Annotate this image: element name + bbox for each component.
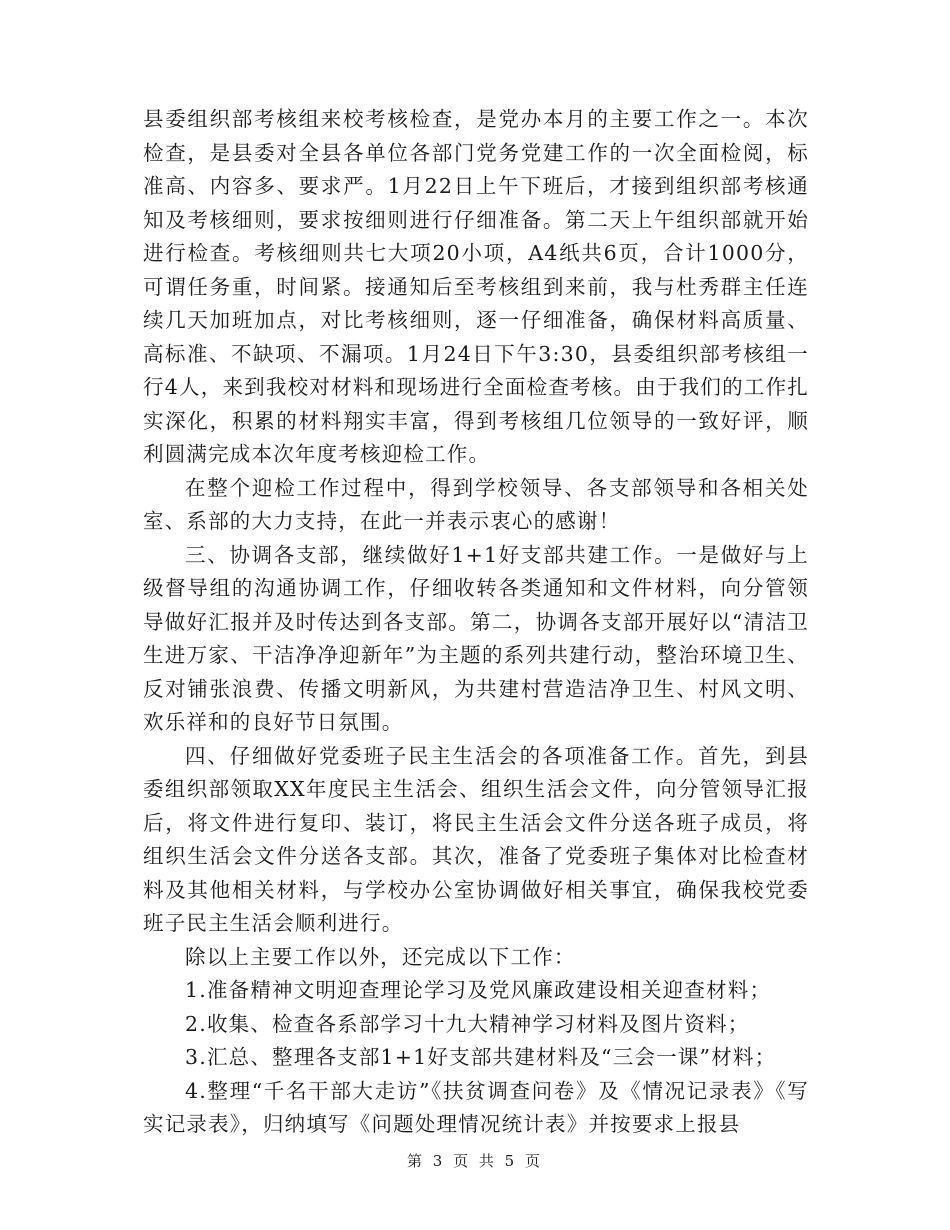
page-number-footer: 第 3 页 共 5 页: [407, 1152, 543, 1170]
list-item-2: 2.收集、检查各系部学习十九大精神学习材料及图片资料；: [185, 1011, 750, 1036]
paragraph-inspection-work: 县委组织部考核组来校考核检查，是党办本月的主要工作之一。本次检查，是县委对全县各单位各部门党务党建工作的一次全面检阅，标准高、内容多、要求严。1月22日上午下班后，才接到组织部考核通知及考核细则，要求按细则进行仔细准备。第二天上午组织部就开始进行检查。考核细则共七大项20小项，A4纸共6页，合计1000分，可谓任务重，时间紧。接通知后至考核组到来前，我与杜秀群主任连续几天加班加点，对比考核细则，逐一仔细准备，确保材料高质量、高标准、不缺项、不漏项。1月24日下午3:30，县委组织部考核组一行4人，来到我校对材料和现场进行全面检查考核。由于我们的工作扎实深化，积累的材料翔实丰富，得到考核组几位领导的一致好评，顺利圆满完成本次年度考核迎检工作。: [143, 107, 809, 466]
paragraph-section-four: 四、仔细做好党委班子民主生活会的各项准备工作。首先，到县委组织部领取XX年度民主生活会、组织生活会文件，向分管领导汇报后，将文件进行复印、装订，将民主生活会文件分送各班子成员，将组织生活会文件分送各支部。其次，准备了党委班子集体对比检查材料及其他相关材料，与学校办公室协调做好相关事宜，确保我校党委班子民主生活会顺利进行。: [143, 743, 809, 935]
paragraph-thanks: 在整个迎检工作过程中，得到学校领导、各支部领导和各相关处室、系部的大力支持，在此一并表示衷心的感谢！: [143, 475, 809, 533]
list-item-3: 3.汇总、整理各支部1+1好支部共建材料及“三会一课”材料；: [185, 1045, 777, 1069]
document-page: [143, 103, 809, 1142]
paragraph-section-three: 三、协调各支部，继续做好1+1好支部共建工作。一是做好与上级督导组的沟通协调工作，仔细收转各类通知和文件材料，向分管领导做好汇报并及时传达到各支部。第二，协调各支部开展好以“清洁卫生进万家、干洁净净迎新年”为主题的系列共建行动，整治环境卫生、反对铺张浪费、传播文明新风，为共建村营造洁净卫生、村风文明、欢乐祥和的良好节日氛围。: [143, 542, 809, 734]
list-item-4: 4.整理“千名干部大走访”《扶贫调查问卷》及《情况记录表》《写实记录表》，归纳填写《问题处理情况统计表》并按要求上报县: [143, 1078, 809, 1136]
paragraph-other-work-intro: 除以上主要工作以外，还完成以下工作：: [185, 944, 576, 969]
list-item-1: 1.准备精神文明迎查理论学习及党风廉政建设相关迎查材料；: [185, 978, 772, 1002]
